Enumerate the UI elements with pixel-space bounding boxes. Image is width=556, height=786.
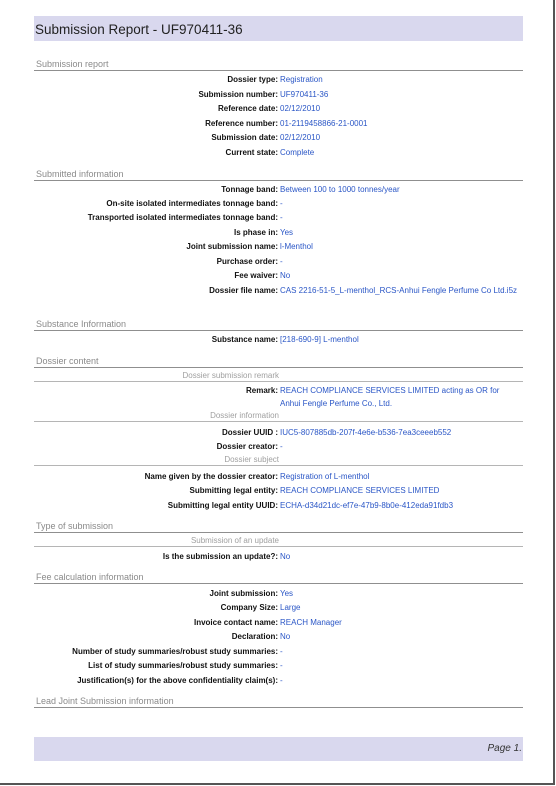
field-label: Joint submission name: <box>186 242 278 251</box>
section-submitted-information: Submitted information <box>34 166 523 181</box>
field-value: IUC5-807885db-207f-4e6e-b536-7ea3ceeeb552 <box>280 428 452 437</box>
field-value: Between 100 to 1000 tonnes/year <box>280 185 400 194</box>
field-value: Yes <box>280 228 294 237</box>
report-footer <box>34 737 523 761</box>
subsection-dossier-submission-remark: Dossier submission remark <box>34 370 523 382</box>
subsection-dossier-information: Dossier information <box>34 410 523 422</box>
field-value: Large <box>280 603 301 612</box>
field-value: REACH COMPLIANCE SERVICES LIMITED <box>280 486 440 495</box>
field-value: 02/12/2010 <box>280 104 321 113</box>
field-value: No <box>280 552 291 561</box>
field-value: - <box>280 661 283 670</box>
field-value: ECHA-d34d21dc-ef7e-47b9-8b0e-412eda91fdb3 <box>280 501 454 510</box>
field-value: - <box>280 199 283 208</box>
field-label: Current state: <box>225 148 278 157</box>
field-label: Dossier UUID : <box>221 428 278 437</box>
field-value: - <box>280 647 283 656</box>
field-label: Company Size: <box>220 603 278 612</box>
field-value: Yes <box>280 589 294 598</box>
field-value: 02/12/2010 <box>280 133 321 142</box>
field-label: Submission date: <box>211 133 278 142</box>
field-label: On-site isolated intermediates tonnage band: <box>106 199 278 208</box>
field-label: Substance name: <box>211 335 278 344</box>
field-value: REACH Manager <box>280 618 342 627</box>
field-label: Dossier file name: <box>209 286 278 295</box>
field-label: Purchase order: <box>216 257 278 266</box>
field-label: Is phase in: <box>233 228 278 237</box>
field-value: - <box>280 442 283 451</box>
field-label: Reference date: <box>217 104 278 113</box>
section-substance-information: Substance Information <box>34 316 523 331</box>
field-label: Declaration: <box>231 632 278 641</box>
field-value: [218-690-9] L-menthol <box>280 335 359 344</box>
field-value: - <box>280 676 283 685</box>
field-value: CAS 2216-51-5_L-menthol_RCS-Anhui Fengle Perfume Co Ltd.i5z <box>280 286 518 295</box>
field-label: List of study summaries/robust study summaries: <box>88 661 278 670</box>
field-value: REACH COMPLIANCE SERVICES LIMITED acting as OR for Anhui Fengle Perfume Co., Ltd. <box>280 386 500 408</box>
field-label: Submitting legal entity UUID: <box>167 501 278 510</box>
field-value: No <box>280 271 291 280</box>
field-label: Fee waiver: <box>234 271 278 280</box>
report-header <box>34 16 523 41</box>
field-value: 01-2119458866-21-0001 <box>280 119 368 128</box>
field-value: - <box>280 257 283 266</box>
field-value: Registration of L-menthol <box>280 472 370 481</box>
section-type-of-submission: Type of submission <box>34 518 523 533</box>
field-value: UF970411-36 <box>280 90 329 99</box>
field-label: Submission number: <box>198 90 278 99</box>
page-number: Page 1. <box>487 743 522 754</box>
section-submission-report: Submission report <box>34 56 523 71</box>
report-title: Submission Report - UF970411-36 <box>35 22 243 37</box>
field-label: Tonnage band: <box>221 185 278 194</box>
field-value: - <box>280 213 283 222</box>
field-label: Submitting legal entity: <box>189 486 278 495</box>
field-value: Registration <box>280 75 323 84</box>
section-fee-calculation: Fee calculation information <box>34 569 523 584</box>
field-label: Number of study summaries/robust study summaries: <box>72 647 278 656</box>
field-label: Invoice contact name: <box>193 618 278 627</box>
field-label: Joint submission: <box>209 589 278 598</box>
field-label: Is the submission an update?: <box>162 552 278 561</box>
section-dossier-content: Dossier content <box>34 353 523 368</box>
field-label: Reference number: <box>205 119 278 128</box>
field-value: No <box>280 632 291 641</box>
field-label: Justification(s) for the above confidentiality claim(s): <box>77 676 278 685</box>
subsection-submission-of-update: Submission of an update <box>34 535 523 547</box>
field-label: Dossier creator: <box>216 442 278 451</box>
field-value: l-Menthol <box>280 242 313 251</box>
subsection-dossier-subject: Dossier subject <box>34 454 523 466</box>
field-label: Remark: <box>245 386 278 395</box>
section-lead-joint-submission: Lead Joint Submission information <box>34 693 523 708</box>
field-label: Dossier type: <box>227 75 278 84</box>
field-label: Transported isolated intermediates tonnage band: <box>87 213 278 222</box>
field-value: Complete <box>280 148 315 157</box>
field-label: Name given by the dossier creator: <box>144 472 278 481</box>
